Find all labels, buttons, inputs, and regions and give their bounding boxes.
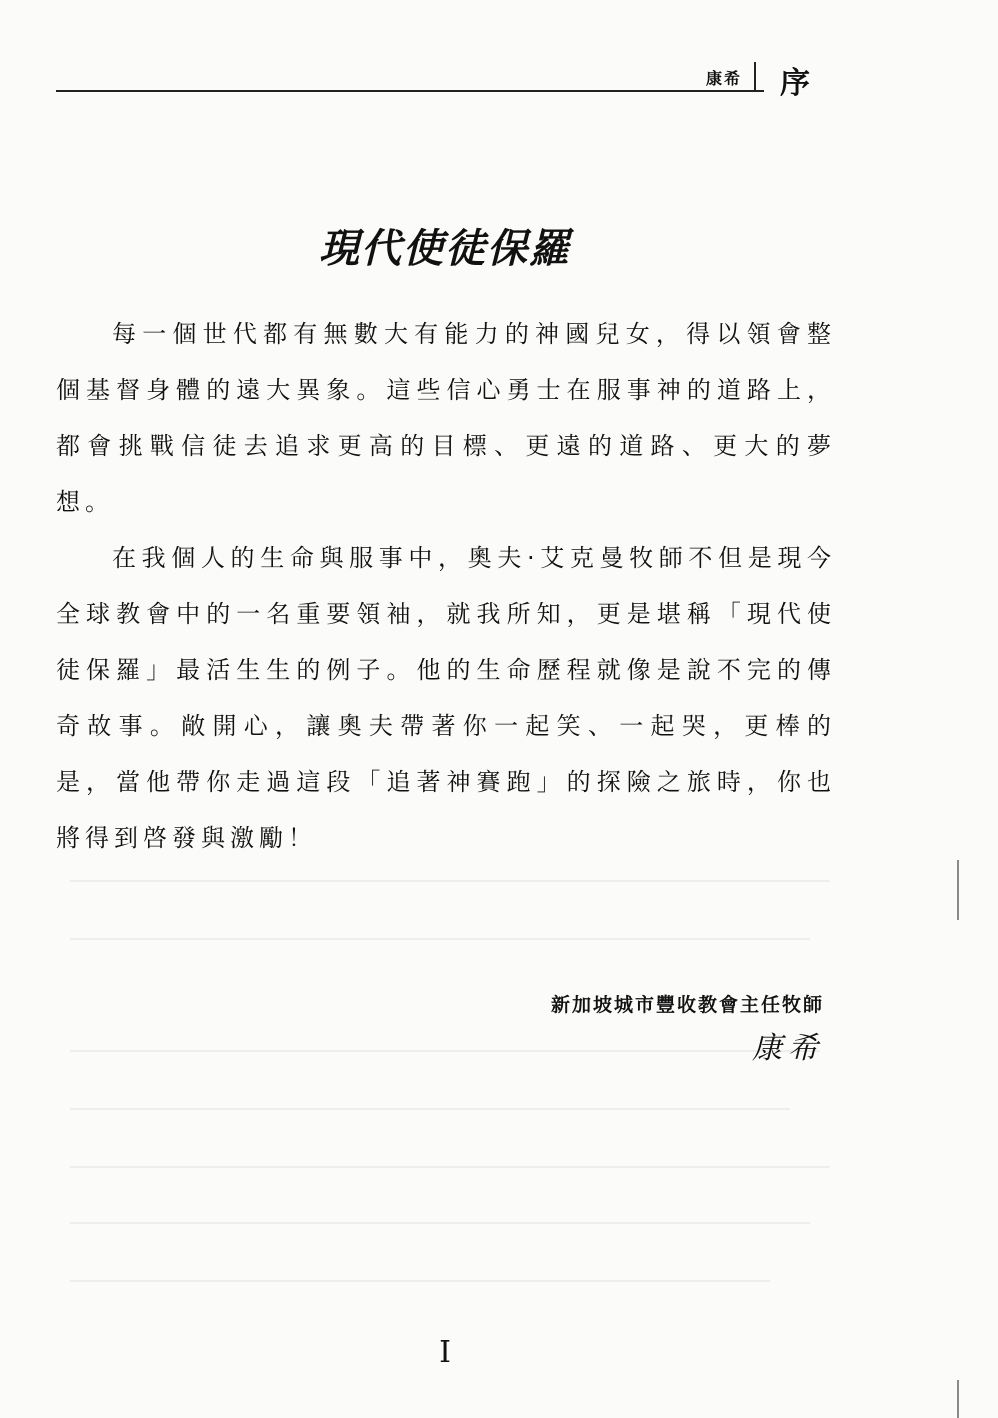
- signature-name: 康希: [752, 1031, 824, 1066]
- running-header: [56, 62, 764, 92]
- signature-block: [551, 990, 824, 1067]
- scan-edge-mark: [957, 1380, 959, 1418]
- show-through-line: [70, 880, 830, 882]
- paragraph-2: 在我個人的生命與服事中，奧夫·艾克曼牧師不但是現今全球教會中的一名重要領袖，就我所知，更是堪稱「現代使徒保羅」最活生生的例子。他的生命歷程就像是說不完的傳奇故事。敞開心，讓奧夫帶著你一起笑、一起哭，更棒的是，當他帶你走過這段「追著神賽跑」的探險之旅時，你也將得到啓發與激勵！: [56, 544, 836, 852]
- show-through-line: [70, 1108, 790, 1110]
- signature-role: 新加坡城市豐收教會主任牧師: [550, 994, 824, 1016]
- header-author: 康希: [705, 69, 742, 88]
- show-through-line: [70, 1166, 830, 1168]
- header-divider: [754, 62, 756, 92]
- show-through-line: [70, 1280, 770, 1282]
- scan-edge-mark: [957, 860, 959, 920]
- header-section-label: 序: [780, 66, 810, 101]
- body-text: [56, 306, 836, 866]
- show-through-line: [70, 1222, 810, 1224]
- paragraph-1: 每一個世代都有無數大有能力的神國兒女，得以領會整個基督身體的遠大異象。這些信心勇士在服事神的道路上，都會挑戰信徒去追求更高的目標、更遠的道路、更大的夢想。: [56, 320, 836, 516]
- page-title: 現代使徒保羅: [319, 225, 571, 272]
- page-number: I: [439, 1335, 451, 1370]
- header-rule: [56, 90, 764, 92]
- show-through-line: [70, 938, 810, 940]
- show-through-line: [70, 1050, 820, 1052]
